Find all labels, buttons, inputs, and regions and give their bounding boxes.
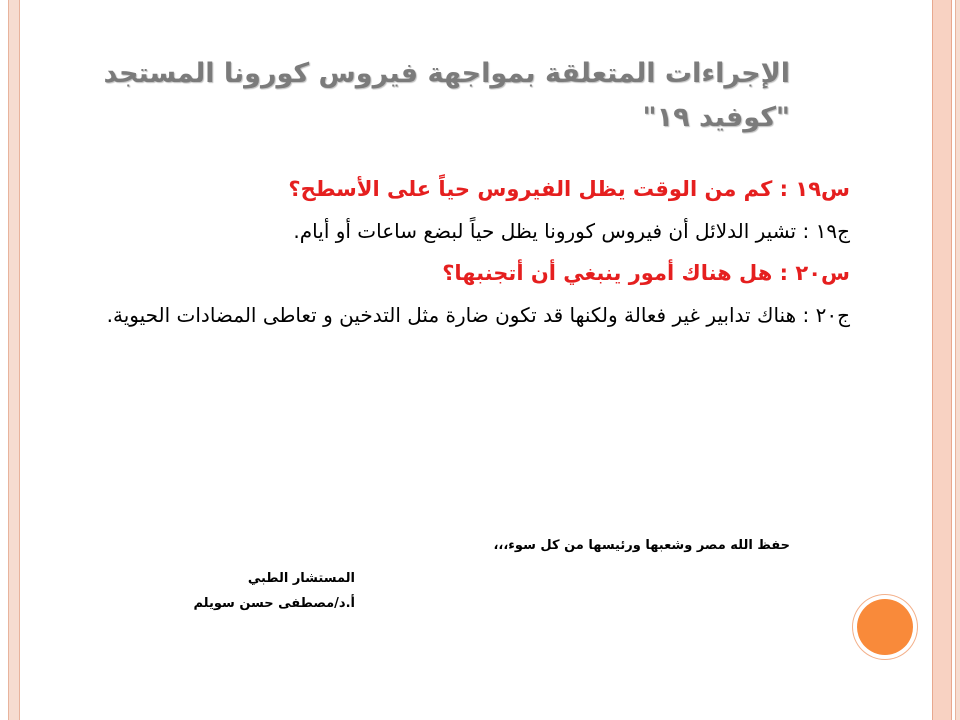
question-20: س٢٠ : هل هناك أمور ينبغي أن أتجنبها؟ bbox=[442, 261, 850, 285]
slide-title bbox=[90, 52, 790, 140]
answer-20: ج٢٠ : هناك تدابير غير فعالة ولكنها قد تكون ضارة مثل التدخين و تعاطى المضادات الحيوية. bbox=[106, 303, 850, 327]
decorative-orange-circle bbox=[857, 599, 913, 655]
title-line-2: "كوفيد ١٩" bbox=[642, 102, 790, 133]
answer-19: ج١٩ : تشير الدلائل أن فيروس كورونا يظل حياً لبضع ساعات أو أيام. bbox=[293, 219, 850, 243]
signature-name: أ.د/مصطفى حسن سويلم bbox=[193, 596, 355, 611]
right-decorative-edge bbox=[955, 0, 960, 720]
signature-block bbox=[193, 566, 355, 616]
blessing-text: حفظ الله مصر وشعبها ورئيسها من كل سوء،،، bbox=[493, 538, 790, 553]
left-decorative-border bbox=[8, 0, 20, 720]
right-decorative-border bbox=[932, 0, 952, 720]
signature-title: المستشار الطبي bbox=[247, 571, 355, 586]
question-19: س١٩ : كم من الوقت يظل الفيروس حياً على الأسطح؟ bbox=[288, 177, 850, 201]
title-line-1: الإجراءات المتعلقة بمواجهة فيروس كورونا المستجد bbox=[103, 58, 790, 89]
qa-content bbox=[70, 174, 850, 342]
